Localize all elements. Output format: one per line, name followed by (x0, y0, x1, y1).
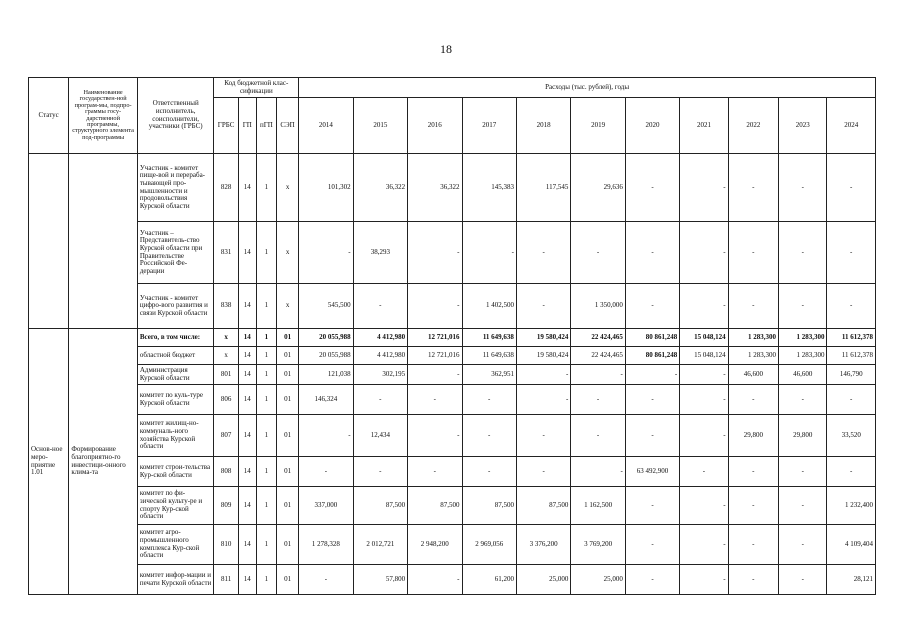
value-2017: 1 402,500 (462, 284, 516, 329)
header-year-2018: 2018 (516, 98, 570, 154)
code-sep: 01 (276, 385, 298, 415)
value-2017: 362,951 (462, 365, 516, 385)
code-grbs: 808 (214, 457, 238, 487)
header-code-gp: ГП (238, 98, 256, 154)
value-2018: - (516, 385, 570, 415)
value-2018: - (516, 222, 570, 284)
value-2019: - (571, 385, 625, 415)
value-2019: 1 350,000 (571, 284, 625, 329)
value-2015: 4 412,980 (353, 329, 407, 347)
table-row (29, 222, 876, 284)
value-2018: 117,545 (516, 154, 570, 222)
code-pgp: 1 (256, 487, 276, 525)
value-2020: - (625, 525, 679, 565)
value-2022: - (728, 385, 778, 415)
table-row (29, 457, 876, 487)
value-2020: - (625, 284, 679, 329)
value-2024: - (827, 154, 876, 222)
value-2024: 4 109,404 (827, 525, 876, 565)
code-sep: 01 (276, 415, 298, 457)
header-expenses: Расходы (тыс. рублей), годы (299, 78, 876, 98)
value-2019: 3 769,200 (571, 525, 625, 565)
value-2017: - (462, 385, 516, 415)
executor-cell: комитет строи-тельства Кур-ской области (137, 457, 214, 487)
value-2015: - (353, 385, 407, 415)
value-2017: 87,500 (462, 487, 516, 525)
executor-cell: комитет инфор-мации и печати Курской области (137, 565, 214, 595)
value-2016: - (408, 284, 462, 329)
value-2014: - (299, 222, 353, 284)
value-2014: 1 278,328 (299, 525, 353, 565)
value-2017: - (462, 222, 516, 284)
code-grbs: 806 (214, 385, 238, 415)
code-sep: 01 (276, 565, 298, 595)
value-2020: 63 492,900 (625, 457, 679, 487)
value-2015: 12,434 (353, 415, 407, 457)
value-2022: - (728, 457, 778, 487)
value-2015: 36,322 (353, 154, 407, 222)
code-gp: 14 (238, 385, 256, 415)
value-2017: 11 649,638 (462, 347, 516, 365)
value-2014: - (299, 565, 353, 595)
value-2020: - (625, 365, 679, 385)
value-2023: 46,600 (779, 365, 827, 385)
value-2018: 25,000 (516, 565, 570, 595)
value-2015: - (353, 457, 407, 487)
code-sep: х (276, 154, 298, 222)
code-pgp: 1 (256, 222, 276, 284)
code-pgp: 1 (256, 457, 276, 487)
header-code-sep: СЭП (276, 98, 298, 154)
code-pgp: 1 (256, 154, 276, 222)
program-name-cell: Формирование благоприятно-го инвестици-онного клима-та (69, 329, 138, 595)
value-2021: 15 048,124 (680, 329, 728, 347)
value-2022: - (728, 565, 778, 595)
header-year-2023: 2023 (779, 98, 827, 154)
value-2021: 15 048,124 (680, 347, 728, 365)
value-2016: 12 721,016 (408, 347, 462, 365)
value-2017: 2 969,056 (462, 525, 516, 565)
executor-cell: Всего, в том числе: (137, 329, 214, 347)
value-2014: 337,000 (299, 487, 353, 525)
code-grbs: х (214, 329, 238, 347)
value-2015: 38,293 (353, 222, 407, 284)
value-2015: 87,500 (353, 487, 407, 525)
value-2022: - (728, 154, 778, 222)
page-number: 18 (440, 42, 452, 56)
value-2022: - (728, 525, 778, 565)
table-row (29, 284, 876, 329)
table-row (29, 154, 876, 222)
code-gp: 14 (238, 525, 256, 565)
value-2015: 302,195 (353, 365, 407, 385)
code-pgp: 1 (256, 525, 276, 565)
value-2024: - (827, 222, 876, 284)
code-sep: х (276, 222, 298, 284)
header-year-2022: 2022 (728, 98, 778, 154)
value-2023: - (779, 154, 827, 222)
value-2018: 3 376,200 (516, 525, 570, 565)
value-2020: - (625, 565, 679, 595)
value-2023: - (779, 222, 827, 284)
value-2014: - (299, 457, 353, 487)
value-2020: - (625, 222, 679, 284)
value-2015: - (353, 284, 407, 329)
code-sep: 01 (276, 365, 298, 385)
value-2018: - (516, 457, 570, 487)
header-year-2020: 2020 (625, 98, 679, 154)
code-sep: 01 (276, 457, 298, 487)
value-2014: 20 055,988 (299, 347, 353, 365)
value-2018: - (516, 284, 570, 329)
code-grbs: 809 (214, 487, 238, 525)
status-cell: Основ-ное меро-приятие 1.01 (29, 329, 69, 595)
value-2017: 145,383 (462, 154, 516, 222)
code-grbs: 801 (214, 365, 238, 385)
table-row (29, 347, 876, 365)
executor-cell: комитет агро-промышленного комплекса Кур-ской области (137, 525, 214, 565)
code-gp: 14 (238, 415, 256, 457)
code-gp: 14 (238, 565, 256, 595)
value-2024: 146,790 (827, 365, 876, 385)
value-2021: - (680, 385, 728, 415)
value-2020: - (625, 385, 679, 415)
code-sep: 01 (276, 347, 298, 365)
executor-cell: Участник - комитет цифро-вого развития и связи Курской области (137, 284, 214, 329)
value-2017: - (462, 415, 516, 457)
executor-cell: комитет по куль-туре Курской области (137, 385, 214, 415)
value-2024: 28,121 (827, 565, 876, 595)
value-2023: 1 283,300 (779, 329, 827, 347)
value-2023: - (779, 457, 827, 487)
code-pgp: 1 (256, 347, 276, 365)
code-sep: х (276, 284, 298, 329)
table-row (29, 487, 876, 525)
value-2020: - (625, 415, 679, 457)
value-2018: 19 580,424 (516, 329, 570, 347)
table-row (29, 565, 876, 595)
header-year-2024: 2024 (827, 98, 876, 154)
value-2023: - (779, 487, 827, 525)
value-2022: 1 283,300 (728, 347, 778, 365)
value-2019: - (571, 415, 625, 457)
value-2016: - (408, 365, 462, 385)
value-2014: - (299, 415, 353, 457)
value-2019: 1 162,500 (571, 487, 625, 525)
table-row (29, 525, 876, 565)
value-2016: 2 948,200 (408, 525, 462, 565)
value-2016: - (408, 565, 462, 595)
value-2020: - (625, 487, 679, 525)
value-2016: - (408, 415, 462, 457)
value-2014: 146,324 (299, 385, 353, 415)
header-code-pgp: пГП (256, 98, 276, 154)
code-gp: 14 (238, 347, 256, 365)
value-2016: - (408, 457, 462, 487)
code-gp: 14 (238, 284, 256, 329)
value-2019: 22 424,465 (571, 329, 625, 347)
value-2019: 29,636 (571, 154, 625, 222)
code-grbs: х (214, 347, 238, 365)
value-2021: - (680, 565, 728, 595)
value-2021: - (680, 415, 728, 457)
executor-cell: Участник - комитет пище-вой и перераба-тывающей про-мышленности и продовольствия Курской области (137, 154, 214, 222)
value-2016: 36,322 (408, 154, 462, 222)
executor-cell: областной бюджет (137, 347, 214, 365)
value-2014: 101,302 (299, 154, 353, 222)
code-sep: 01 (276, 329, 298, 347)
code-sep: 01 (276, 487, 298, 525)
value-2015: 57,800 (353, 565, 407, 595)
header-budget-code: Код бюджетной клас-сификации (214, 78, 299, 98)
value-2022: 29,800 (728, 415, 778, 457)
value-2023: - (779, 565, 827, 595)
value-2023: 29,800 (779, 415, 827, 457)
value-2014: 545,500 (299, 284, 353, 329)
value-2023: - (779, 525, 827, 565)
value-2014: 20 055,988 (299, 329, 353, 347)
value-2024: - (827, 457, 876, 487)
value-2021: - (680, 284, 728, 329)
value-2021: - (680, 365, 728, 385)
value-2016: 87,500 (408, 487, 462, 525)
status-cell (29, 154, 69, 329)
code-grbs: 810 (214, 525, 238, 565)
header-year-2021: 2021 (680, 98, 728, 154)
header-executor: Ответственный исполнитель, соисполнители, участники (ГРБС) (137, 78, 214, 154)
code-pgp: 1 (256, 284, 276, 329)
value-2022: 46,600 (728, 365, 778, 385)
value-2021: - (680, 154, 728, 222)
value-2018: 19 580,424 (516, 347, 570, 365)
value-2018: - (516, 365, 570, 385)
executor-cell: комитет жилищ-но-коммуналь-ного хозяйства Курской области (137, 415, 214, 457)
value-2015: 4 412,980 (353, 347, 407, 365)
value-2021: - (680, 487, 728, 525)
value-2024: 11 612,378 (827, 347, 876, 365)
header-program-name: Наименование государствен-ной програм-мы, подпро-граммы госу-дарственной программы, структурного элемента под-программы (69, 78, 138, 154)
value-2018: 87,500 (516, 487, 570, 525)
code-gp: 14 (238, 487, 256, 525)
value-2016: - (408, 222, 462, 284)
value-2024: - (827, 284, 876, 329)
value-2018: - (516, 415, 570, 457)
header-year-2014: 2014 (299, 98, 353, 154)
code-grbs: 811 (214, 565, 238, 595)
value-2021: - (680, 222, 728, 284)
value-2023: 1 283,300 (779, 347, 827, 365)
code-gp: 14 (238, 154, 256, 222)
value-2024: 1 232,400 (827, 487, 876, 525)
value-2020: 80 861,248 (625, 347, 679, 365)
value-2022: - (728, 487, 778, 525)
value-2020: - (625, 154, 679, 222)
code-pgp: 1 (256, 385, 276, 415)
value-2017: 11 649,638 (462, 329, 516, 347)
header-code-grbs: ГРБС (214, 98, 238, 154)
code-pgp: 1 (256, 415, 276, 457)
budget-table (28, 77, 876, 595)
code-grbs: 838 (214, 284, 238, 329)
value-2023: - (779, 385, 827, 415)
code-grbs: 831 (214, 222, 238, 284)
value-2016: - (408, 385, 462, 415)
value-2017: 61,200 (462, 565, 516, 595)
code-grbs: 828 (214, 154, 238, 222)
code-gp: 14 (238, 457, 256, 487)
table-row (29, 415, 876, 457)
header-year-2019: 2019 (571, 98, 625, 154)
value-2022: 1 283,300 (728, 329, 778, 347)
executor-cell: комитет по фи-зической культу-ре и спорту Кур-ской области (137, 487, 214, 525)
value-2024: 33,520 (827, 415, 876, 457)
value-2017: - (462, 457, 516, 487)
value-2019: 25,000 (571, 565, 625, 595)
value-2022: - (728, 222, 778, 284)
header-year-2016: 2016 (408, 98, 462, 154)
table-row-total (29, 329, 876, 347)
value-2019: 22 424,465 (571, 347, 625, 365)
program-name-cell (69, 154, 138, 329)
code-gp: 14 (238, 365, 256, 385)
executor-cell: Администрация Курской области (137, 365, 214, 385)
value-2024: - (827, 385, 876, 415)
header-year-2017: 2017 (462, 98, 516, 154)
value-2023: - (779, 284, 827, 329)
value-2022: - (728, 284, 778, 329)
value-2019: - (571, 457, 625, 487)
code-pgp: 1 (256, 565, 276, 595)
code-pgp: 1 (256, 329, 276, 347)
value-2020: 80 861,248 (625, 329, 679, 347)
value-2024: 11 612,378 (827, 329, 876, 347)
header-year-2015: 2015 (353, 98, 407, 154)
value-2014: 121,038 (299, 365, 353, 385)
value-2016: 12 721,016 (408, 329, 462, 347)
header-status: Статус (29, 78, 69, 154)
value-2021: - (680, 457, 728, 487)
code-pgp: 1 (256, 365, 276, 385)
value-2019: - (571, 222, 625, 284)
value-2021: - (680, 525, 728, 565)
table-row (29, 385, 876, 415)
code-gp: 14 (238, 222, 256, 284)
table-row (29, 365, 876, 385)
code-grbs: 807 (214, 415, 238, 457)
code-sep: 01 (276, 525, 298, 565)
code-gp: 14 (238, 329, 256, 347)
value-2015: 2 012,721 (353, 525, 407, 565)
value-2019: - (571, 365, 625, 385)
executor-cell: Участник – Представитель-ство Курской области при Правительстве Российской Фе-дерации (137, 222, 214, 284)
